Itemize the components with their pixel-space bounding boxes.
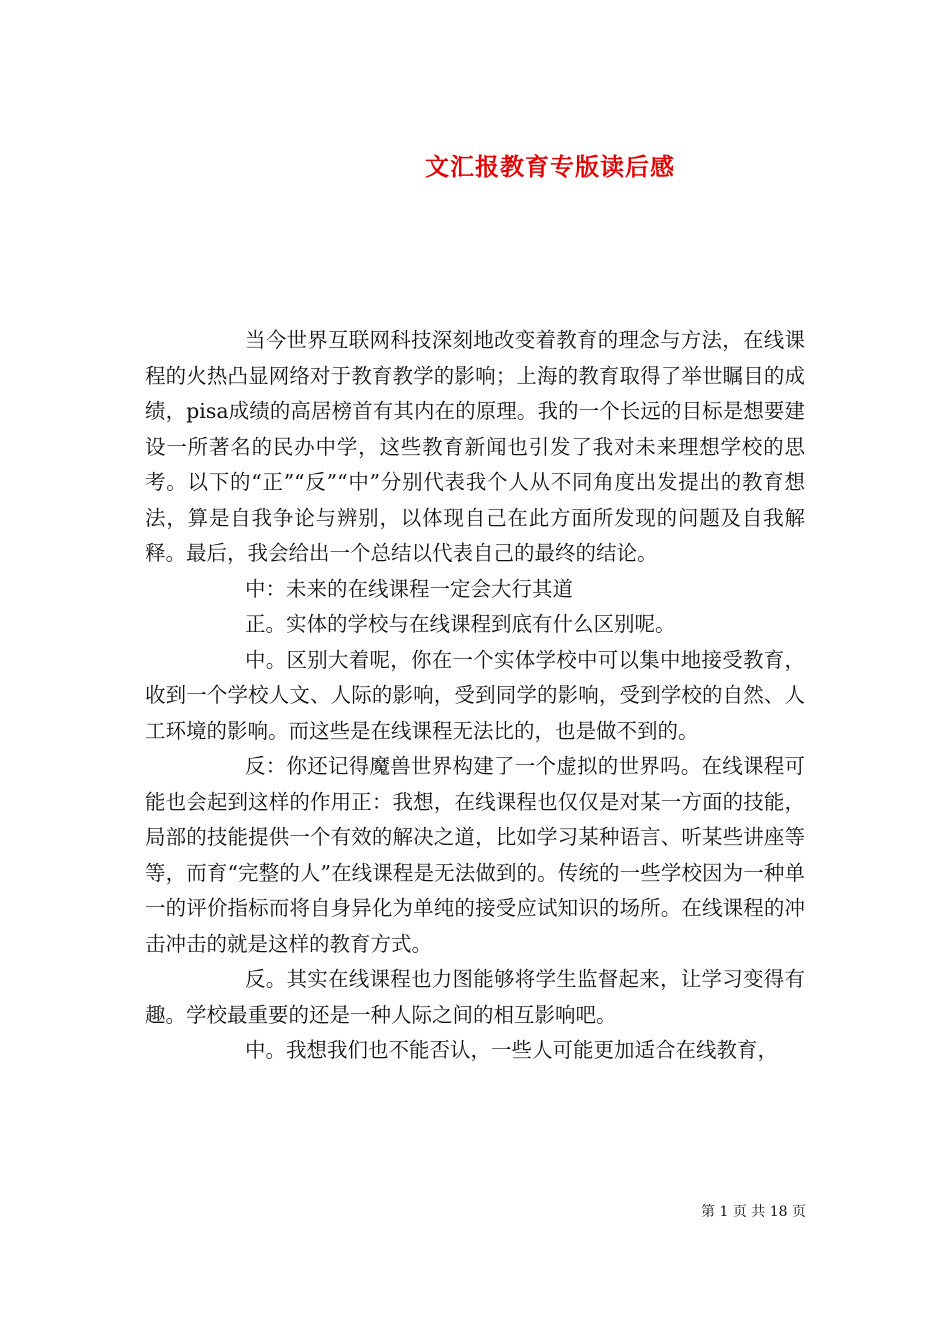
paragraph-pro-question: 正。实体的学校与在线课程到底有什么区别呢。 <box>245 612 676 636</box>
paragraph-middle-claim: 中：未来的在线课程一定会大行其道 <box>245 576 573 601</box>
document-title: 文汇报教育专版读后感 <box>425 152 675 182</box>
paragraph-middle-online: 中。我想我们也不能否认，一些人可能更加适合在线教育， <box>245 1038 778 1062</box>
page-number-footer: 第 1 页 共 18 页 <box>701 1204 806 1220</box>
paragraph-middle-answer: 中。区别大着呢，你在一个实体学校中可以集中地接受教育，收到一个学校人文、人际的影响，受到同学的影响，受到学校的自然、人工环境的影响。而这些是在线课程无法比的，也是做不到的。 <box>145 647 805 743</box>
paragraph-con-supervision: 反。其实在线课程也力图能够将学生监督起来，让学习变得有趣。学校最重要的还是一种人际之间的相互影响吧。 <box>145 967 805 1027</box>
paragraph-con-virtual-world: 反：你还记得魔兽世界构建了一个虚拟的世界吗。在线课程可能也会起到这样的作用正：我想，在线课程也仅仅是对某一方面的技能，局部的技能提供一个有效的解决之道，比如学习某种语言、听某些讲座等等，而育“完整的人”在线课程是无法做到的。传统的一些学校因为一种单一的评价指标而将自身异化为单纯的接受应试知识的场所。在线课程的冲击冲击的就是这样的教育方式。 <box>145 754 805 956</box>
paragraph-intro: 当今世界互联网科技深刻地改变着教育的理念与方法，在线课程的火热凸显网络对于教育教学的影响；上海的教育取得了举世瞩目的成绩，pisa成绩的高居榜首有其内在的原理。我的一个长远的目标是想要建设一所著名的民办中学，这些教育新闻也引发了我对未来理想学校的思考。以下的“正”“反”“中”分别代表我个人从不同角度出发提出的教育想法，算是自我争论与辨别，以体现自己在此方面所发现的问题及自我解释。最后，我会给出一个总结以代表自己的最终的结论。 <box>145 328 805 565</box>
document-body <box>145 323 805 1069</box>
